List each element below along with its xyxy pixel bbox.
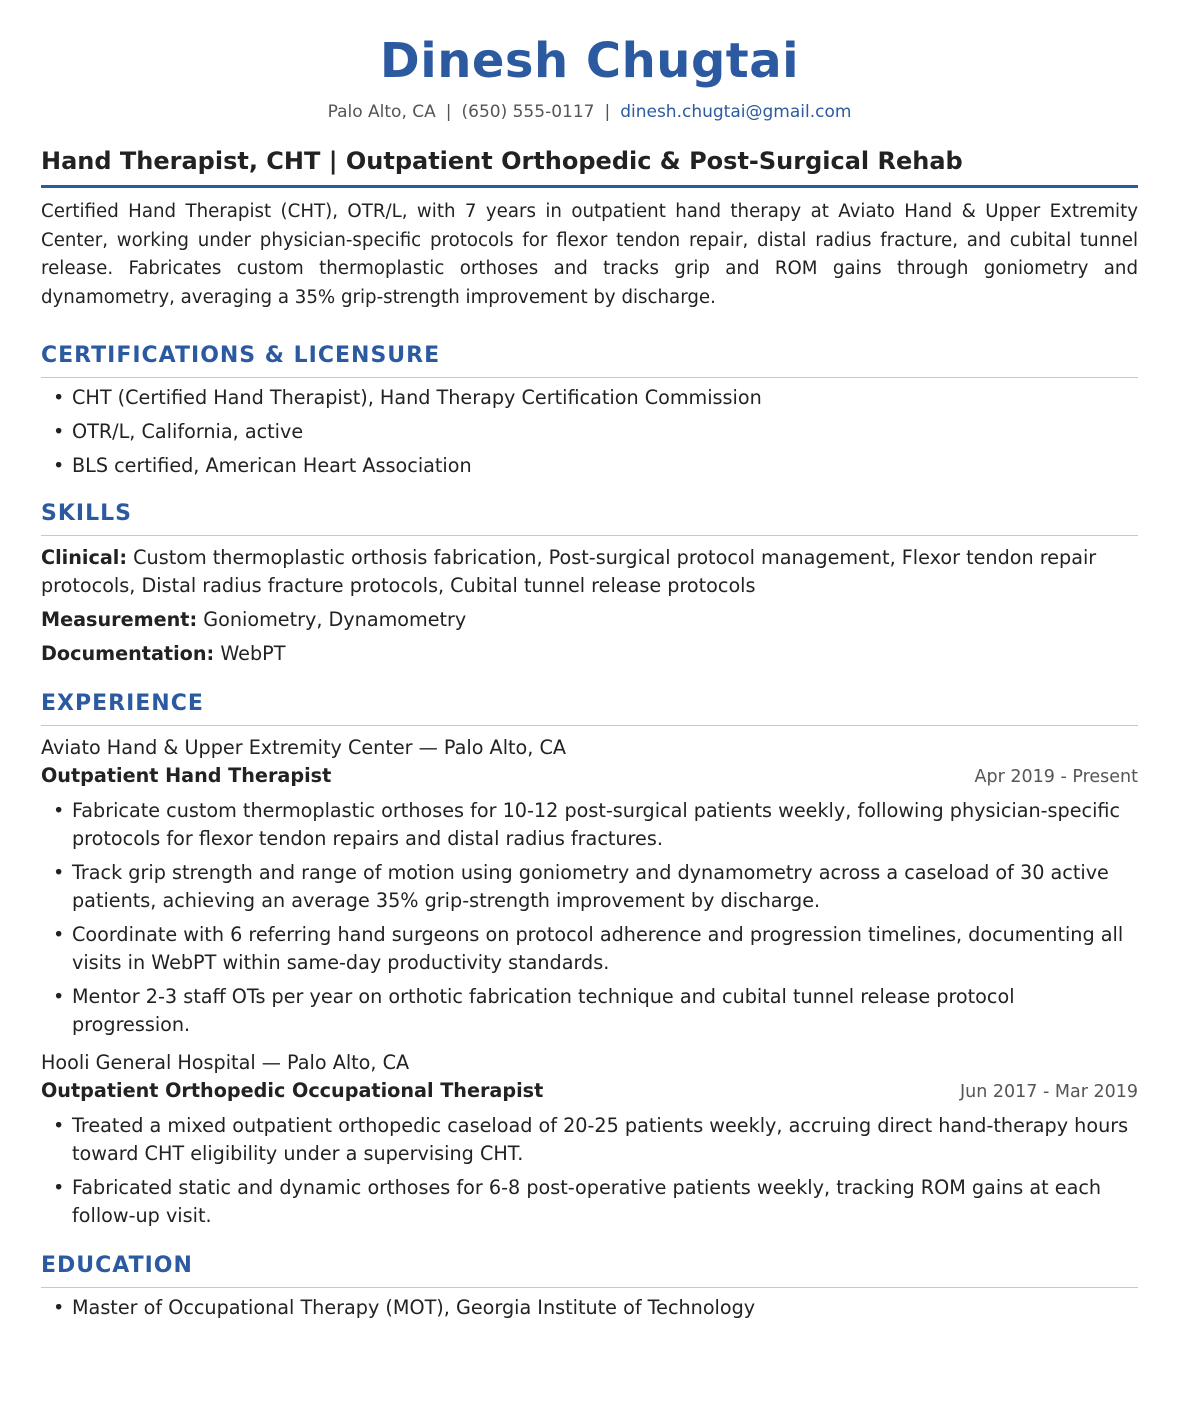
- separator: |: [604, 102, 611, 122]
- list-item: • OTR/L, California, active: [41, 418, 1138, 446]
- job-title-row: [41, 1077, 1138, 1106]
- job-entry: [41, 734, 1138, 1039]
- job-title-row: [41, 762, 1138, 791]
- job-bullets: [41, 1112, 1138, 1230]
- bullet-icon: •: [53, 1176, 65, 1199]
- bullet-icon: •: [53, 861, 65, 884]
- job-organization: Hooli General Hospital — Palo Alto, CA: [41, 1051, 410, 1074]
- skill-value: Goniometry, Dynamometry: [203, 608, 467, 631]
- bullet-icon: •: [53, 799, 65, 822]
- separator: |: [445, 102, 452, 122]
- phone: (650) 555-0117: [461, 102, 595, 122]
- skill-label: Documentation:: [41, 642, 215, 665]
- list-item: • Master of Occupational Therapy (MOT), Georgia Institute of Technology: [41, 1294, 1138, 1322]
- skill-label: Clinical:: [41, 546, 128, 569]
- list-item: • Fabricate custom thermoplastic orthoses for 10-12 post-surgical patients weekly, following physician-specific protocols for flexor tendon repairs and distal radius fractures.: [53, 799, 1121, 850]
- summary: Certified Hand Therapist (CHT), OTR/L, with 7 years in outpatient hand therapy at Aviato Hand & Upper Extremity Center, working under physician-specific protocols for flexor tendon repair, distal radius fracture, and cubital tunnel release. Fabricates custom thermoplastic orthoses and tracks grip and ROM gains through goniometry and dynamometry, averaging a 35% grip-strength improvement by discharge.: [41, 201, 1138, 308]
- list-item: • Treated a mixed outpatient orthopedic caseload of 20-25 patients weekly, accruing direct hand-therapy hours toward CHT eligibility under a supervising CHT.: [53, 1114, 1129, 1165]
- list-item: • BLS certified, American Heart Association: [41, 452, 1138, 480]
- section-title-experience: EXPERIENCE: [41, 690, 1138, 726]
- skills-section: [41, 500, 1138, 668]
- bullet-icon: •: [53, 923, 65, 946]
- section-title-education: EDUCATION: [41, 1252, 1138, 1288]
- education-section: [41, 1252, 1138, 1322]
- list-item: • CHT (Certified Hand Therapist), Hand Therapy Certification Commission: [41, 384, 1138, 412]
- list-item: • Fabricated static and dynamic orthoses for 6-8 post-operative patients weekly, tracking ROM gains at each follow-up visit.: [53, 1176, 1102, 1227]
- certifications-list: [41, 384, 1138, 480]
- skill-group-measurement: [41, 606, 1138, 634]
- list-item: • Track grip strength and range of motion using goniometry and dynamometry across a caseload of 30 active patients, achieving an average 35% grip-strength improvement by discharge.: [53, 861, 1109, 912]
- bullet-icon: •: [53, 985, 65, 1008]
- job-dates: Jun 2017 - Mar 2019: [960, 1082, 1138, 1102]
- skill-label: Measurement:: [41, 608, 198, 631]
- bullet-icon: •: [53, 386, 65, 409]
- job-title: Outpatient Hand Therapist: [41, 764, 332, 787]
- job-organization: Aviato Hand & Upper Extremity Center — Palo Alto, CA: [41, 736, 567, 759]
- job-entry: [41, 1049, 1138, 1230]
- education-list: [41, 1294, 1138, 1322]
- skill-group-clinical: [41, 544, 1138, 600]
- section-title-skills: SKILLS: [41, 500, 1138, 536]
- bullet-icon: •: [53, 454, 65, 477]
- email-link[interactable]: dinesh.chugtai@gmail.com: [620, 102, 852, 122]
- contact-line: [41, 101, 1138, 123]
- job-title: Outpatient Orthopedic Occupational Therapist: [41, 1079, 544, 1102]
- job-dates: Apr 2019 - Present: [974, 767, 1138, 787]
- bullet-icon: •: [53, 1114, 65, 1137]
- list-item: • Mentor 2-3 staff OTs per year on orthotic fabrication technique and cubital tunnel release protocol progression.: [53, 985, 1015, 1036]
- experience-section: [41, 690, 1138, 1230]
- location: Palo Alto, CA: [327, 102, 436, 122]
- certifications-section: [41, 342, 1138, 480]
- skill-value: WebPT: [220, 642, 286, 665]
- skill-value: Custom thermoplastic orthosis fabrication, Post-surgical protocol management, Flexor tendon repair protocols, Distal radius fracture protocols, Cubital tunnel release protocols: [41, 546, 1097, 597]
- headline: Hand Therapist, CHT | Outpatient Orthopedic & Post-Surgical Rehab: [41, 146, 1138, 188]
- list-item: • Coordinate with 6 referring hand surgeons on protocol adherence and progression timelines, documenting all visits in WebPT within same-day productivity standards.: [53, 923, 1124, 974]
- section-title-certifications: CERTIFICATIONS & LICENSURE: [41, 342, 1138, 378]
- candidate-name: Dinesh Chugtai: [379, 33, 800, 89]
- job-bullets: [41, 797, 1138, 1039]
- bullet-icon: •: [53, 420, 65, 443]
- skill-group-documentation: [41, 640, 1138, 668]
- bullet-icon: •: [53, 1296, 65, 1319]
